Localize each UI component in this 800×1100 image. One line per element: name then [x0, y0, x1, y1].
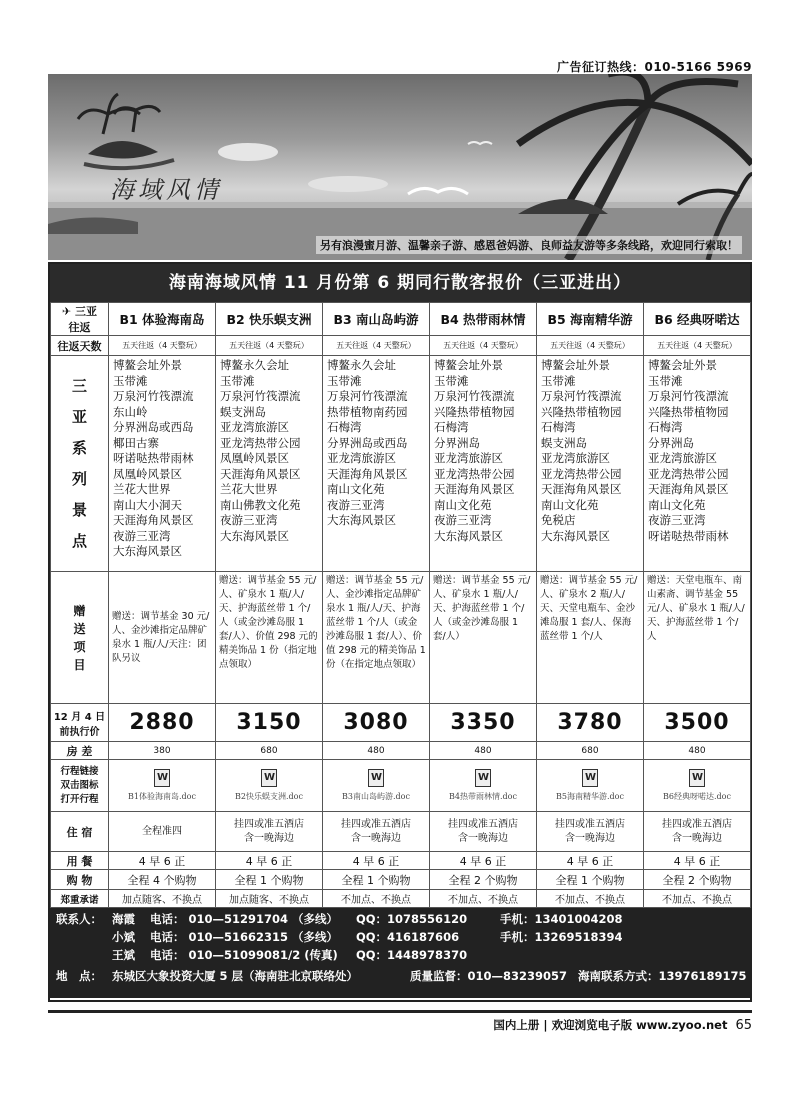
spot-item: 万泉河竹筏漂流	[434, 389, 515, 403]
spot-item: 亚龙湾旅游区	[327, 451, 396, 465]
route-spots	[537, 356, 644, 572]
spot-item: 分界洲岛或西岛	[327, 435, 408, 450]
itinerary-doc-link[interactable]: W B6经典呀喏达.doc	[644, 760, 751, 812]
days-label: 往返天数	[51, 336, 109, 356]
route-meals: 4 早 6 正	[109, 852, 216, 870]
spot-item: 南山文化苑	[434, 497, 492, 512]
spot-item: 万泉河竹筏漂流	[220, 389, 301, 403]
spot-item: 万泉河竹筏漂流	[541, 389, 622, 403]
spot-item: 分界洲岛	[434, 435, 480, 450]
route-name: B3 南山岛屿游	[323, 303, 430, 336]
beach-scene-illustration	[48, 74, 752, 260]
spot-item: 博鳌永久会址	[327, 358, 396, 372]
room-diff: 680	[537, 742, 644, 760]
route-days: 五天往返（4 天整玩）	[537, 336, 644, 356]
route-hotel: 挂四或准五酒店 含一晚海边	[537, 812, 644, 852]
route-name: B4 热带雨林情	[430, 303, 537, 336]
word-doc-icon[interactable]	[689, 769, 705, 787]
route-spots	[430, 356, 537, 572]
spot-item: 亚龙湾热带公园	[220, 435, 301, 450]
route-meals: 4 早 6 正	[644, 852, 751, 870]
contact-mobile: 手机：13401004208	[500, 912, 623, 926]
price-sheet	[48, 262, 752, 1002]
route-gift: 赠送：天堂电瓶车、南山素斋、调节基金 55 元/人、矿泉水 1 瓶/人/天、护海蓝丝带 1 个/人	[644, 572, 751, 704]
doc-link-label: 行程链接 双击图标 打开行程	[51, 760, 109, 812]
route-name: B5 海南精华游	[537, 303, 644, 336]
route-shopping: 全程 2 个购物	[430, 870, 537, 890]
spot-item: 博鳌会址外景	[113, 358, 182, 372]
promise-label: 郑重承诺	[51, 890, 109, 908]
spot-item: 大东海风景区	[541, 528, 610, 543]
brand-logo-text: 海域风情	[110, 176, 222, 204]
spot-item: 石梅湾	[327, 420, 362, 434]
route-hotel: 挂四或准五酒店 含一晚海边	[644, 812, 751, 852]
itinerary-doc-link[interactable]: W B3南山岛屿游.doc	[323, 760, 430, 812]
route-shopping: 全程 2 个购物	[644, 870, 751, 890]
shopping-label: 购 物	[51, 870, 109, 890]
word-doc-icon[interactable]	[261, 769, 277, 787]
spot-item: 南山大小洞天	[113, 497, 182, 512]
spot-item: 石梅湾	[434, 420, 469, 434]
spot-item: 兰花大世界	[220, 482, 278, 496]
route-spots	[323, 356, 430, 572]
spot-item: 天涯海角风景区	[220, 466, 301, 481]
route-promise: 不加点、不换点	[644, 890, 751, 908]
spot-item: 兴隆热带植物园	[541, 404, 622, 419]
contact-name: 海霞	[112, 912, 135, 926]
route-days: 五天往返（4 天整玩）	[109, 336, 216, 356]
spot-item: 呀诺哒热带雨林	[648, 528, 729, 543]
spots-label: 三 亚 系 列 景 点	[51, 356, 109, 572]
spot-item: 蜈支洲岛	[220, 404, 266, 419]
spot-item: 博鳌会址外景	[434, 358, 503, 372]
itinerary-doc-link[interactable]: W B5海南精华游.doc	[537, 760, 644, 812]
spot-item: 万泉河竹筏漂流	[327, 389, 408, 403]
route-shopping: 全程 1 个购物	[323, 870, 430, 890]
spot-item: 大东海风景区	[327, 513, 396, 527]
route-gift: 赠送：调节基金 30 元/人、金沙滩指定品牌矿泉水 1 瓶/人/天注：团队另议	[109, 572, 216, 704]
page-title: 海南海域风情 11 月份第 6 期同行散客报价（三亚进出）	[50, 264, 750, 302]
spot-item: 天涯海角风景区	[113, 513, 194, 527]
contact-qq: QQ：1448978370	[356, 948, 468, 962]
contact-name: 小斌	[112, 930, 135, 944]
route-gift: 赠送：调节基金 55 元/人、金沙滩指定品牌矿泉水 1 瓶/人/天、护海蓝丝带 1 个/人（或金沙滩岛服 1 套/人）、价值 298 元的精美饰品 1 份（在指定地点领取）	[323, 572, 430, 704]
word-doc-icon[interactable]	[154, 769, 170, 787]
itinerary-doc-link[interactable]: W B4热带雨林情.doc	[430, 760, 537, 812]
spot-item: 天涯海角风景区	[434, 482, 515, 496]
hotel-label: 住 宿	[51, 812, 109, 852]
route-shopping: 全程 1 个购物	[537, 870, 644, 890]
route-days: 五天往返（4 天整玩）	[430, 336, 537, 356]
spot-item: 蜈支洲岛	[541, 435, 587, 450]
spot-item: 万泉河竹筏漂流	[113, 389, 194, 403]
spot-item: 天涯海角风景区	[541, 482, 622, 496]
route-spots	[109, 356, 216, 572]
spot-item: 南山文化苑	[648, 497, 706, 512]
spot-item: 凤凰岭风景区	[113, 466, 182, 481]
route-promise: 加点随客、不换点	[109, 890, 216, 908]
spot-item: 夜游三亚湾	[113, 528, 171, 543]
spot-item: 夜游三亚湾	[327, 497, 385, 512]
page-number: 65	[735, 1018, 752, 1033]
spot-item: 大东海风景区	[113, 544, 182, 558]
route-price: 3150	[216, 704, 323, 742]
spot-item: 分界洲岛或西岛	[113, 420, 194, 434]
route-meals: 4 早 6 正	[430, 852, 537, 870]
contact-qq: QQ：1078556120	[356, 912, 468, 926]
itinerary-doc-link[interactable]: W B1体验海南岛.doc	[109, 760, 216, 812]
spot-item: 南山佛教文化苑	[220, 497, 301, 512]
contact-phone: 电话： 010—51662315 （多线）	[150, 930, 339, 944]
contact-block	[50, 908, 750, 998]
route-meals: 4 早 6 正	[323, 852, 430, 870]
meals-label: 用 餐	[51, 852, 109, 870]
banner-image	[48, 74, 752, 260]
route-days: 五天往返（4 天整玩）	[323, 336, 430, 356]
header-corner: ✈ 三亚 往返	[51, 303, 109, 336]
route-shopping: 全程 4 个购物	[109, 870, 216, 890]
contact-phone: 电话： 010—51291704 （多线）	[150, 912, 339, 926]
word-doc-icon[interactable]	[475, 769, 491, 787]
spot-item: 亚龙湾旅游区	[541, 451, 610, 465]
spot-item: 玉带滩	[220, 373, 255, 388]
contact-qq: QQ：416187606	[356, 930, 460, 944]
route-meals: 4 早 6 正	[537, 852, 644, 870]
spot-item: 椰田古寨	[113, 435, 159, 450]
route-name: B1 体验海南岛	[109, 303, 216, 336]
itinerary-doc-link[interactable]: W B2快乐蜈支洲.doc	[216, 760, 323, 812]
spot-item: 兴隆热带植物园	[648, 404, 729, 419]
spot-item: 夜游三亚湾	[434, 513, 492, 527]
route-days: 五天往返（4 天整玩）	[216, 336, 323, 356]
room-diff: 680	[216, 742, 323, 760]
route-promise: 不加点、不换点	[537, 890, 644, 908]
route-spots	[216, 356, 323, 572]
contact-label: 联系人：	[56, 912, 102, 926]
spot-item: 天涯海角风景区	[648, 482, 729, 496]
spot-item: 亚龙湾热带公园	[541, 466, 622, 481]
spot-item: 亚龙湾热带公园	[648, 466, 729, 481]
spot-item: 玉带滩	[434, 373, 469, 388]
contact-mobile: 手机：13269518394	[500, 930, 623, 944]
banner-slogan: 另有浪漫蜜月游、温馨亲子游、感恩爸妈游、良师益友游等多条线路，欢迎同行索取！	[316, 236, 742, 254]
route-name: B6 经典呀喏达	[644, 303, 751, 336]
word-doc-icon[interactable]	[582, 769, 598, 787]
spot-item: 呀诺哒热带雨林	[113, 451, 194, 465]
spot-item: 玉带滩	[648, 373, 683, 388]
contact-phone: 电话： 010—51099081/2 (传真)	[150, 948, 338, 962]
address-label: 地 点：	[56, 969, 102, 983]
spot-item: 玉带滩	[541, 373, 576, 388]
spot-item: 亚龙湾旅游区	[648, 451, 717, 465]
spot-item: 兴隆热带植物园	[434, 404, 515, 419]
spot-item: 凤凰岭风景区	[220, 451, 289, 465]
ad-hotline: 广告征订热线：010-5166 5969	[556, 60, 752, 74]
spot-item: 石梅湾	[648, 420, 683, 434]
price-label: 12 月 4 日 前执行价	[51, 704, 109, 742]
palm-logo-icon	[78, 94, 174, 168]
route-days: 五天往返（4 天整玩）	[644, 336, 751, 356]
spot-item: 亚龙湾旅游区	[220, 420, 289, 434]
spot-item: 分界洲岛	[648, 435, 694, 450]
route-hotel: 挂四或准五酒店 含一晚海边	[323, 812, 430, 852]
route-price: 3500	[644, 704, 751, 742]
spot-item: 博鳌会址外景	[541, 358, 610, 372]
route-hotel: 挂四或准五酒店 含一晚海边	[430, 812, 537, 852]
route-hotel: 全程准四	[109, 812, 216, 852]
room-diff: 380	[109, 742, 216, 760]
route-promise: 加点随客、不换点	[216, 890, 323, 908]
spot-item: 万泉河竹筏漂流	[648, 389, 729, 403]
spot-item: 东山岭	[113, 404, 148, 419]
spot-item: 玉带滩	[327, 373, 362, 388]
spot-item: 夜游三亚湾	[648, 513, 706, 527]
spot-item: 南山文化苑	[327, 482, 385, 496]
spot-item: 玉带滩	[113, 373, 148, 388]
word-doc-icon[interactable]	[368, 769, 384, 787]
spot-item: 大东海风景区	[434, 528, 503, 543]
footer-text: 国内上册 | 欢迎浏览电子版 www.zyoo.net	[493, 1018, 728, 1032]
spot-item: 天涯海角风景区	[327, 466, 408, 481]
spot-item: 大东海风景区	[220, 528, 289, 543]
page-footer	[48, 1010, 752, 1033]
room-diff: 480	[430, 742, 537, 760]
room-diff: 480	[323, 742, 430, 760]
address: 东城区大象投资大厦 5 层（海南驻北京联络处）	[112, 969, 359, 983]
room-diff: 480	[644, 742, 751, 760]
route-price: 2880	[109, 704, 216, 742]
route-meals: 4 早 6 正	[216, 852, 323, 870]
route-gift: 赠送：调节基金 55 元/人、矿泉水 1 瓶/人/天、护海蓝丝带 1 个/人（或金沙滩岛服 1 套/人）	[430, 572, 537, 704]
spot-item: 亚龙湾热带公园	[434, 466, 515, 481]
spot-item: 博鳌会址外景	[648, 358, 717, 372]
route-spots	[644, 356, 751, 572]
route-hotel: 挂四或准五酒店 含一晚海边	[216, 812, 323, 852]
spot-item: 兰花大世界	[113, 482, 171, 496]
spot-item: 夜游三亚湾	[220, 513, 278, 527]
spot-item: 石梅湾	[541, 420, 576, 434]
route-price-table	[50, 302, 751, 908]
spot-item: 免税店	[541, 513, 576, 527]
contact-name: 王斌	[112, 948, 135, 962]
route-gift: 赠送：调节基金 55 元/人、矿泉水 1 瓶/人/天、护海蓝丝带 1 个/人（或金沙滩岛服 1 套/人）、价值 298 元的精美饰品 1 份（指定地点领取）	[216, 572, 323, 704]
route-promise: 不加点、不换点	[323, 890, 430, 908]
route-price: 3080	[323, 704, 430, 742]
route-price: 3350	[430, 704, 537, 742]
route-gift: 赠送：调节基金 55 元/人、矿泉水 2 瓶/人/天、天堂电瓶车、金沙滩岛服 1 套/人、保海蓝丝带 1 个/人	[537, 572, 644, 704]
route-name: B2 快乐蜈支洲	[216, 303, 323, 336]
route-promise: 不加点、不换点	[430, 890, 537, 908]
spot-item: 热带植物南药园	[327, 404, 408, 419]
route-shopping: 全程 1 个购物	[216, 870, 323, 890]
gift-label: 赠 送 项 目	[51, 572, 109, 704]
spot-item: 博鳌永久会址	[220, 358, 289, 372]
hainan-contact: 海南联系方式：13976189175	[578, 969, 747, 983]
route-price: 3780	[537, 704, 644, 742]
quality-supervision: 质量监督：010—83239057	[410, 969, 568, 983]
spot-item: 南山文化苑	[541, 497, 599, 512]
spot-item: 亚龙湾旅游区	[434, 451, 503, 465]
room-diff-label: 房 差	[51, 742, 109, 760]
